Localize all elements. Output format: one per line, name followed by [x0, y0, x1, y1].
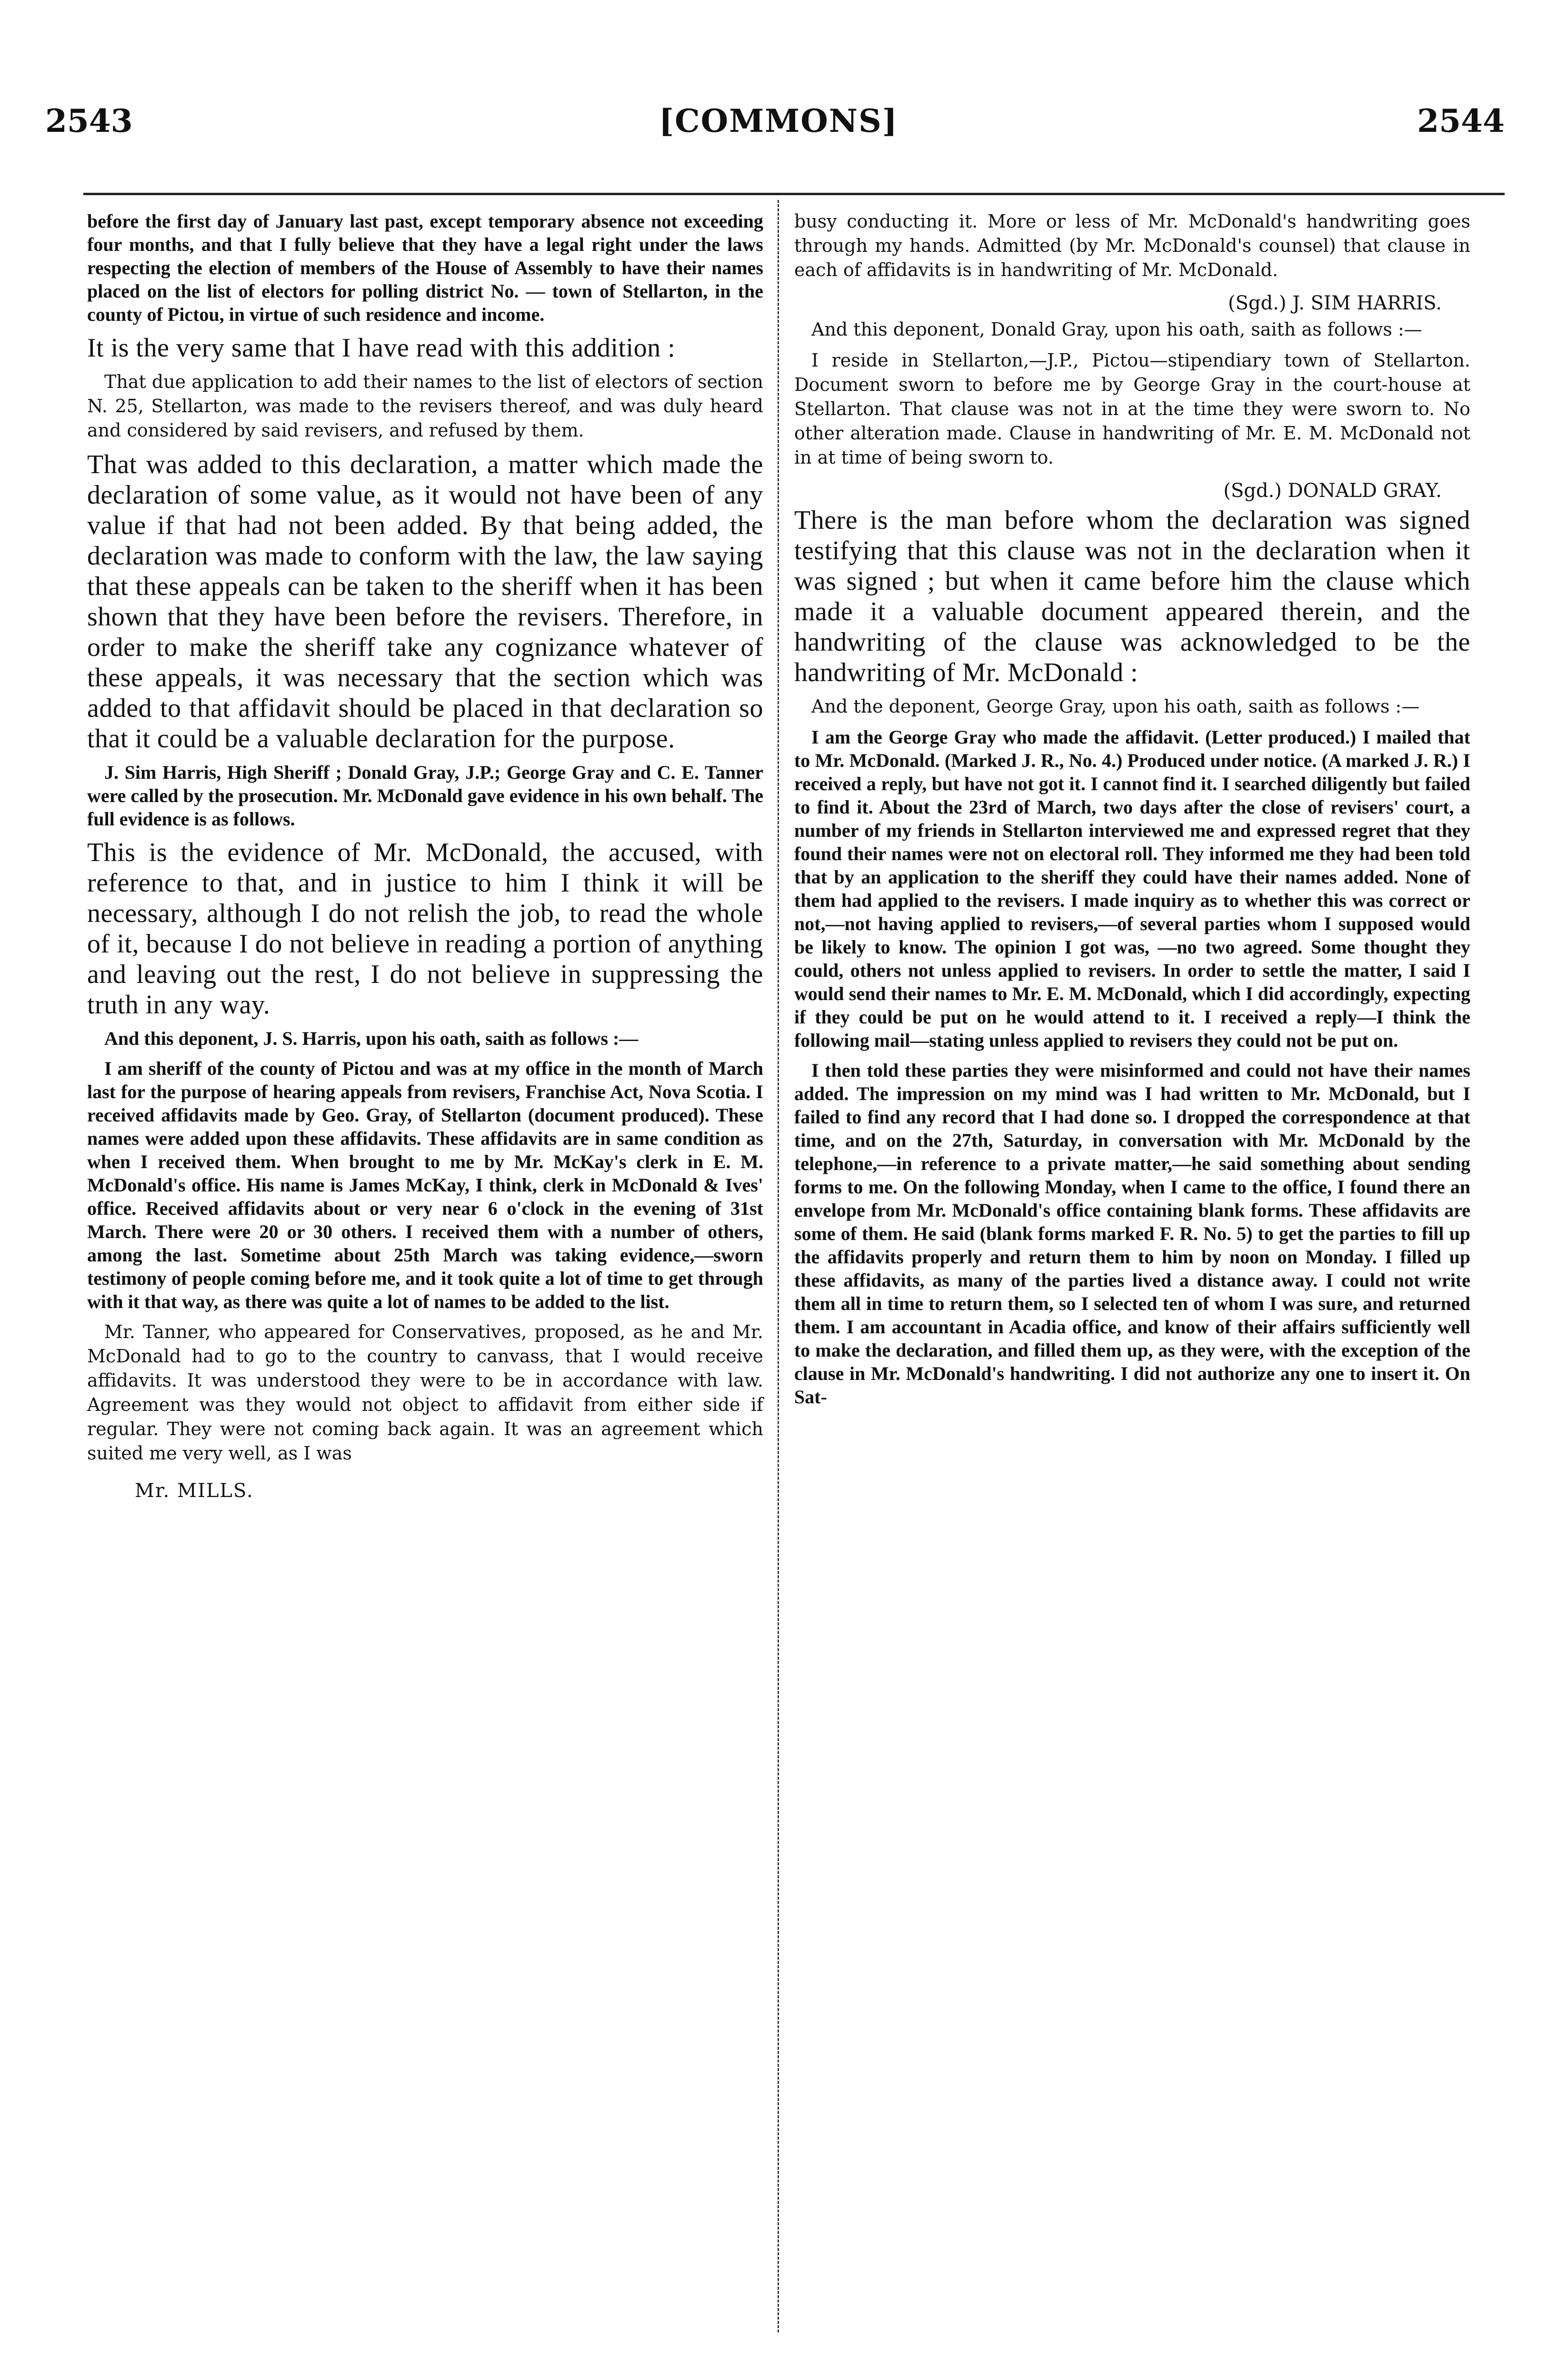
page-number-left: 2543: [45, 102, 133, 139]
header-rule: [83, 193, 1505, 195]
witness-list-paragraph: J. Sim Harris, High Sheriff ; Donald Gray, J.P.; George Gray and C. E. Tanner were called by the prosecution. Mr. McDonald gave evidence in his own behalf. The full evidence is as follows.: [87, 762, 763, 830]
speech-paragraph: There is the man before whom the declaration was signed testifying that this clause was not in the declaration when it was signed ; but when it came before him the clause which made it a valuable document appeared therein, and the handwriting of the clause was acknowledged to be the handwriting of Mr. McDonald :: [794, 506, 1470, 687]
deposition-paragraph: busy conducting it. More or less of Mr. McDonald's handwriting goes through my hands. Admitted (by Mr. McDonald's counsel) that clause in each of affidavits is in handwriting of Mr. McDonald.: [794, 211, 1470, 280]
quoted-declaration-text: before the first day of January last past, except temporary absence not exceeding four months, and that I fully believe that they have a legal right under the laws respecting the election of members of the House of Assembly to have their names placed on the list of electors for polling district No. — town of Stellarton, in the county of Pictou, in virtue of such residence and income.: [87, 210, 763, 325]
speech-paragraph: This is the evidence of Mr. McDonald, the accused, with reference to that, and in justice to him I think it will be necessary, although I do not relish the job, to read the whole of it, because I do not believe in reading a portion of anything and leaving out the rest, I do not believe in suppressing the truth in any way.: [87, 838, 763, 1020]
deposition-paragraph: I am the George Gray who made the affidavit. (Letter produced.) I mailed that to Mr. McDonald. (Marked J. R., No. 4.) Produced under notice. (A marked J. R.) I received a reply, but have not got it. I cannot find it. I searched diligently but failed to find it. About the 23rd of March, two days after the close of revisers' court, a number of my friends in Stellarton interviewed me and expressed regret that they found their names were not on electoral roll. They informed me they had been told that by an application to the sheriff they could have their names added. None of them had applied to the revisers. I made inquiry as to whether this was correct or not,—not having applied to revisers,—of several parties whom I supposed would be likely to know. The opinion I got was, —no two agreed. Some thought they could, others not unless applied to revisers. In order to settle the matter, I said I would send their names to Mr. E. M. McDonald, which I did accordingly, expecting if they could be put on he would attend to it. I received a reply—I think the following mail—stating unless applied to revisers they could not be put on.: [794, 726, 1470, 1051]
running-head: [COMMONS]: [659, 102, 898, 139]
deposition-paragraph: Mr. Tanner, who appeared for Conservatives, proposed, as he and Mr. McDonald had to go to the country to canvass, that I would receive affidavits. It was understood they were to be in accordance with law. Agreement was they would not object to affidavit from either side if regular. They were not coming back again. It was an agreement which suited me very well, as I was: [87, 1321, 763, 1464]
deposition-intro: And this deponent, J. S. Harris, upon his oath, saith as follows :—: [104, 1028, 639, 1049]
column-divider: [778, 200, 779, 2332]
speech-paragraph: It is the very same that I have read with this addition :: [87, 333, 676, 363]
left-column: [87, 209, 763, 1502]
page-number-right: 2544: [1417, 102, 1505, 139]
right-column: [794, 209, 1470, 1415]
signature-line: (Sgd.) J. SIM HARRIS.: [1228, 292, 1442, 314]
quoted-addition-text: That due application to add their names to the list of electors of section N. 25, Stellarton, was made to the revisers thereof, and was duly heard and considered by said revisers, and refused by them.: [87, 371, 763, 441]
deposition-intro: And this deponent, Donald Gray, upon his oath, saith as follows :—: [811, 319, 1422, 340]
speaker-name: Mr. MILLS.: [135, 1480, 254, 1502]
deposition-paragraph: I then told these parties they were misinformed and could not have their names added. The impression on my mind was I had written to Mr. McDonald, but I failed to find any record that I had done so. I dropped the correspondence at that time, and on the 27th, Saturday, in conversation with Mr. McDonald by the telephone,—in reference to a private matter,—he said something about sending forms to me. On the following Monday, when I came to the office, I found there an envelope from Mr. McDonald's office containing blank forms. These affidavits are some of them. He said (blank forms marked F. R. No. 5) to get the parties to fill up the affidavits properly and return them to him by noon on Monday. I filled up these affidavits, as many of the parties lived a distance away. I could not write them all in time to return them, so I selected ten of whom I was sure, and returned them. I am accountant in Acadia office, and know of their affairs sufficiently well to make the declaration, and filled them up, as they were, with the exception of the clause in Mr. McDonald's handwriting. I did not authorize any one to insert it. On Sat-: [794, 1060, 1470, 1408]
signature-line: (Sgd.) DONALD GRAY.: [1223, 480, 1442, 502]
deposition-intro: And the deponent, George Gray, upon his oath, saith as follows :—: [811, 696, 1420, 717]
deposition-paragraph: I am sheriff of the county of Pictou and was at my office in the month of March last for the purpose of hearing appeals from revisers, Franchise Act, Nova Scotia. I received affidavits made by Geo. Gray, of Stellarton (document produced). These names were added upon these affidavits. These affidavits are in same condition as when I received them. When brought to me by Mr. McKay's clerk in E. M. McDonald's office. His name is James McKay, I think, clerk in McDonald & Ives' office. Received affidavits about or very near 6 o'clock in the evening of 31st March. There were 20 or 30 others. I received them with a number of others, among the last. Sometime about 25th March was taking evidence,—sworn testimony of people coming before me, and it took quite a lot of time to get through with it that way, as there was quite a lot of names to be added to the list.: [87, 1058, 763, 1312]
page-header: [0, 102, 1557, 155]
deposition-paragraph: I reside in Stellarton,—J.P., Pictou—stipendiary town of Stellarton. Document sworn to before me by George Gray in the court-house at Stellarton. That clause was not in at the time they were sworn to. No other alteration made. Clause in handwriting of Mr. E. M. McDonald not in at time of being sworn to.: [794, 350, 1470, 468]
speech-paragraph: That was added to this declaration, a matter which made the declaration of some value, as it would not have been of any value if that had not been added. By that being added, the declaration was made to conform with the law, the law saying that these appeals can be taken to the sheriff when it has been shown that they have been before the revisers. Therefore, in order to make the sheriff take any cognizance whatever of these appeals, it was necessary that the section which was added to that affidavit should be placed in that declaration so that it could be a valuable declaration for the purpose.: [87, 450, 763, 754]
